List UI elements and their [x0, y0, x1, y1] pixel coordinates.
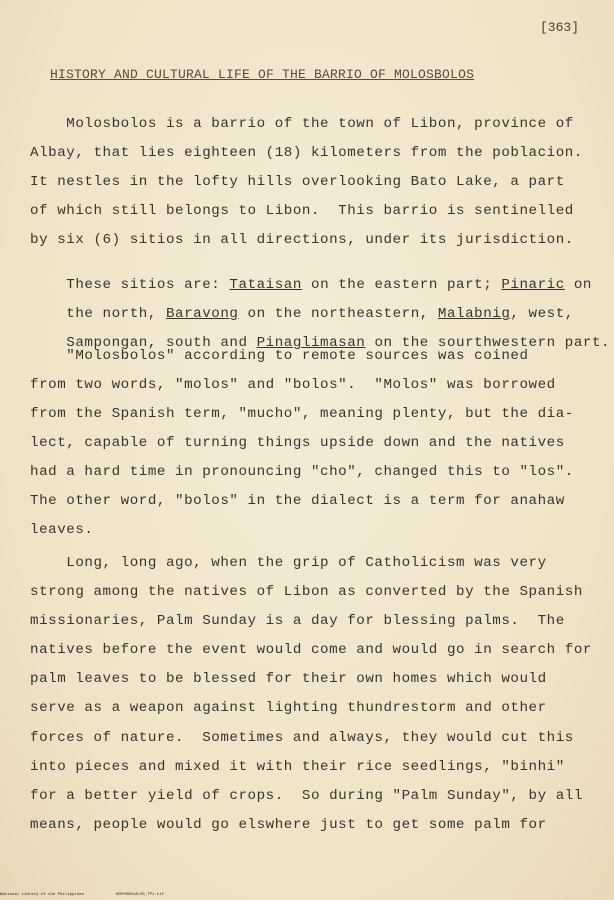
text-segment: , west, [510, 306, 574, 322]
body-line: had a hard time in pronouncing "cho", changed this to "los". [30, 464, 574, 480]
body-line: lect, capable of turning things upside down and the natives [30, 435, 565, 451]
sitio-name: Malabnig [437, 306, 511, 322]
body-line: It nestles in the lofty hills overlooking Bato Lake, a part [30, 174, 565, 190]
text-segment: These sitios are: [66, 277, 230, 293]
text-segment: on the eastern part; [301, 277, 502, 293]
body-line: from the Spanish term, "mucho", meaning plenty, but the dia- [30, 406, 574, 422]
page-title: HISTORY AND CULTURAL LIFE OF THE BARRIO OF MOLOSBOLOS [50, 67, 475, 82]
body-line: means, people would go elswhere just to get some palm for [30, 817, 547, 833]
body-line: Long, long ago, when the grip of Catholicism was very [30, 555, 547, 571]
body-line: Albay, that lies eighteen (18) kilometers from the poblacion. [30, 145, 583, 161]
body-line: from two words, "molos" and "bolos". "Molos" was borrowed [30, 377, 556, 393]
body-line: into pieces and mixed it with their rice seedlings, "binhi" [30, 759, 565, 775]
page-number: [363] [540, 20, 580, 35]
body-line: by six (6) sitios in all directions, under its jurisdiction. [30, 232, 574, 248]
footer-source: National Library of the Philippines [0, 893, 85, 897]
body-line: "Molosbolos" according to remote sources was coined [30, 348, 529, 364]
text-segment: the north, [66, 306, 166, 322]
text-segment: on [564, 277, 592, 293]
body-line: forces of nature. Sometimes and always, they would cut this [30, 730, 574, 746]
body-line: natives before the event would come and would go in search for [30, 642, 592, 658]
body-line: Molosbolos is a barrio of the town of Libon, province of [30, 116, 574, 132]
sitio-name: Tataisan [229, 277, 302, 293]
text-segment: on the sourthwestern part. [365, 335, 611, 351]
footer-file: HDP00001A/20_TP1.tif [116, 893, 165, 897]
body-line: strong among the natives of Libon as converted by the Spanish [30, 584, 583, 600]
text-segment: on the northeastern, [238, 306, 438, 322]
text-segment: Sampongan, south and [66, 335, 257, 351]
body-line: missionaries, Palm Sunday is a day for blessing palms. The [30, 613, 565, 629]
body-line: leaves. [30, 522, 94, 538]
body-line: serve as a weapon against lighting thundrestorm and other [30, 700, 547, 716]
sitio-name: Baravong [165, 306, 239, 322]
body-line: The other word, "bolos" in the dialect is a term for anahaw [30, 493, 565, 509]
sitio-name: Pinaglimasan [256, 335, 366, 351]
body-line: palm leaves to be blessed for their own homes which would [30, 671, 547, 687]
sitio-name: Pinaric [501, 277, 565, 293]
body-line: of which still belongs to Libon. This barrio is sentinelled [30, 203, 574, 219]
body-line: for a better yield of crops. So during "Palm Sunday", by all [30, 788, 583, 804]
